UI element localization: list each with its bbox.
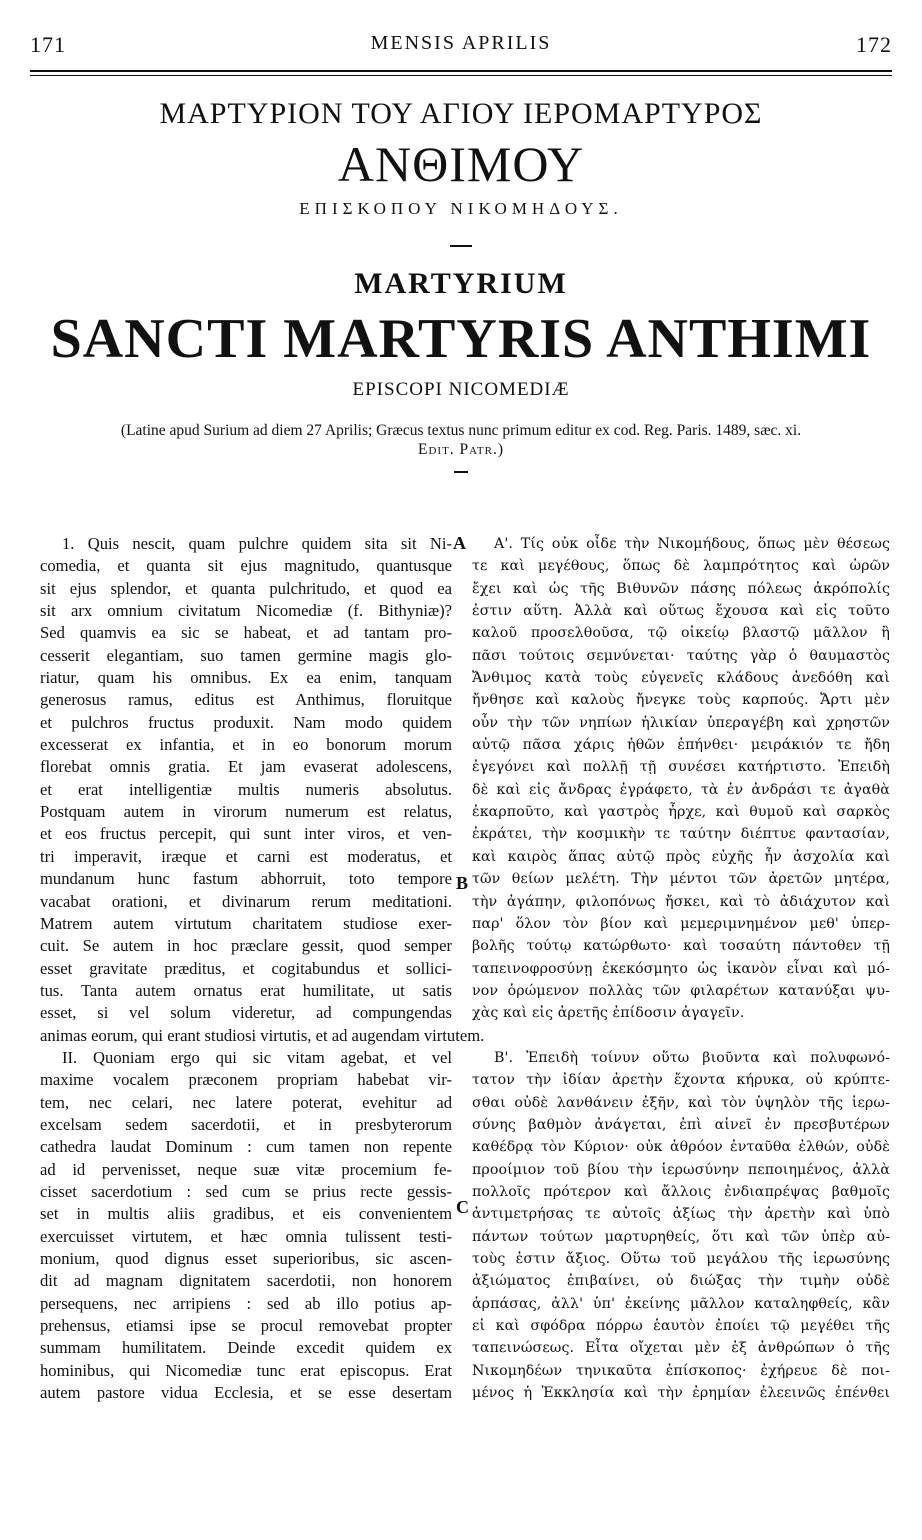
latin-line: animas eorum, qui erant studiosi virtutis, et ad augendam virtutem.: [40, 1025, 485, 1045]
latin-line: cesserit elegantiam, suo tamen germine magis glo-: [40, 645, 452, 665]
greek-line: ταπεινώσεως. Εἶτα οἴχεται μὲν ἐξ ἀνθρώπων ὁ τῆς: [472, 1340, 890, 1357]
greek-line: προοίμιον τοῦ βίου τὴν ἱερωσύνην πεποιημένος, ἀλλὰ: [472, 1161, 890, 1178]
latin-line: florebat omnis gratia. Et jam evaserat adolescens,: [40, 757, 452, 777]
page-number-left: 171: [30, 32, 66, 57]
greek-line: [472, 1025, 890, 1047]
latin-line: riatur, quam his omnibus. Ex ea enim, tanquam: [40, 668, 452, 688]
greek-line: οὖν τὴν τῶν νηπίων ἡλικίαν ὑπεραγέβη καὶ χρηστῶν: [472, 714, 890, 731]
greek-line: τατον τὴν ἰδίαν ἀρετὴν ἔχοντα κήρυκα, οὐ κρύπτε-: [472, 1072, 890, 1089]
title-block: [0, 95, 922, 473]
latin-line: ad id pervenisset, neque suæ vitæ procemium fe-: [40, 1159, 452, 1179]
greek-line: ἁρπάσας, ἀλλ' ὑπ' ἐκείνης μᾶλλον καταληφθείς, κἂν: [472, 1295, 890, 1312]
latin-line: dit ad magnam dignitatem sacerdotii, non honorem: [40, 1271, 452, 1291]
latin-line: II. Quoniam ergo qui sic vitam agebat, et vel: [62, 1047, 452, 1067]
margin-letter-b: B: [456, 873, 469, 893]
greek-line: καὶ καιρὸς ἅπας αὐτῷ πρὸς εὐχῆς ἦν ἀσχολία καὶ: [472, 848, 890, 865]
page-number-right: 172: [856, 32, 892, 57]
latin-line: et erat intelligentiæ multis numeris absolutus.: [40, 779, 452, 799]
greek-line: πᾶσι τούτοις σεμνύνεται· ταύτης γὰρ ὁ θαυμαστὸς: [472, 647, 890, 664]
greek-line: ἔχει καὶ ὡς τῆς Βιθυνῶν πάσης πόλεως ἀκρόπολίς: [472, 580, 890, 597]
greek-line: τὴν ἀγάπην, φιλοπόνως ἤσκει, καὶ τὸ ἀδιάχυτον καὶ: [472, 893, 890, 910]
greek-line: αὐτῷ πᾶσα χάρις ἠθῶν ἐπήνθει· μειράκιόν τε ἤδη: [472, 737, 890, 754]
greek-line: Ἄνθιμος κατὰ τοὺς εὐγενεῖς κλάδους ἀνεδόθη καὶ: [472, 670, 890, 687]
greek-line: ἐκαρποῦτο, καὶ γαστρὸς ἦρχε, καὶ θυμοῦ καὶ σαρκὸς: [472, 804, 890, 821]
latin-line: excelsam sedem sacerdotii, et in presbyterorum: [40, 1114, 452, 1134]
greek-line: ἀντιμετρήσας τε αὐτοῖς ἀξίως τὴν ἀρετὴν καὶ ὑπὸ: [472, 1206, 890, 1223]
latin-line: mundanum hunc fastum abhorruit, toto tempore: [40, 869, 452, 889]
latin-line: esset gravitate præditus, et cogitabundus et sollici-: [40, 958, 452, 978]
greek-line: καθέδρᾳ τὸν Κύριον· οὐκ ἀθρόον ἐνταῦθα ἐλθών, οὐδὲ: [472, 1139, 890, 1156]
greek-line: ἐγεγόνει καὶ πολλῇ τῇ συνέσει κατήρτιστο. Ἐπειδὴ: [472, 759, 890, 776]
latin-main-title: SANCTI MARTYRIS ANTHIMI: [50, 308, 872, 370]
latin-line: set in multis aliis gradibus, et eis convenientem: [40, 1204, 452, 1224]
latin-line: cisset sacerdotium : sed cum se prius recte gessis-: [40, 1181, 452, 1201]
greek-line: μένος ἡ Ἐκκλησία καὶ τὴν ἐρημίαν ἐλεεινῶς ἐπένθει: [472, 1385, 890, 1402]
header-rule-thin: [30, 75, 892, 76]
edition-note-line-2: Edit. Patr.): [418, 441, 504, 458]
latin-line: autem pastore vidua Ecclesia, et se esse desertam: [40, 1383, 452, 1403]
latin-subtitle: EPISCOPI NICOMEDIÆ: [352, 379, 570, 400]
greek-line: σύνης βαθμὸν ἀνάγεται, ἐπὶ αἰνεῖ ἐν πρεσβυτέρων: [472, 1116, 890, 1133]
running-title: MENSIS APRILIS: [370, 32, 552, 54]
latin-line: comedia, et quanta sit ejus magnitudo, quantusque: [40, 556, 452, 576]
latin-line: sit arx omnium civitatum Nicomediæ (f. Bithyniæ)?: [40, 601, 452, 621]
latin-line: Sed quamvis ea sic se habeat, et ad tantam pro-: [40, 623, 452, 643]
greek-line: εἰ καὶ σφόδρα πόρρω ἑαυτὸν ἐποίει τῷ μεγέθει τῆς: [472, 1318, 890, 1335]
latin-line: tri imperavit, iræque et carni est moderatus, et: [40, 846, 452, 866]
greek-line: νον ὁρώμενον πολλὰς τῶν φιλαρέτων κατανύξαι ψυ-: [472, 982, 890, 999]
greek-line: τῶν θείων μελέτη. Τὴν μέντοι τῶν ἀρετῶν μητέρα,: [472, 871, 890, 888]
running-header: [22, 22, 900, 57]
greek-line: ταπεινοφροσύνῃ ἐκεκόσμητο ὡς ἱκανὸν εἶναι καὶ μό-: [472, 960, 890, 977]
section-divider: [454, 471, 468, 473]
greek-line: Νικομηδέων τηνικαῦτα ἐπίσκοπος· ἐχήρευε δὲ ποι-: [472, 1362, 890, 1379]
latin-line: et eos fructus percepit, qui sunt inter viros, et ven-: [40, 824, 452, 844]
latin-title: MARTYRIUM: [354, 267, 568, 300]
latin-line: cathedra laudat Dominum : cum tamen non repente: [40, 1137, 452, 1157]
edition-note: [40, 421, 882, 459]
title-divider: [450, 245, 472, 247]
greek-text-column: [472, 533, 890, 1404]
latin-text-column: [40, 533, 485, 1404]
greek-line: καλοῦ προσελθοῦσα, τῷ οἰκείῳ βλαστῷ μᾶλλον ἢ: [472, 625, 890, 642]
latin-line: tem, nec celari, nec latere poterat, evehitur ad: [40, 1092, 452, 1112]
greek-line: τε καὶ μεγέθους, ὅπως δὲ λαμπρότητος καὶ ὡρῶν: [472, 558, 890, 575]
greek-line: πάντων τούτων μαρτυρηθείς, ὅτι καὶ τῶν ὑπὲρ αὐ-: [472, 1228, 890, 1245]
latin-line: vacabat orationi, et divinarum rerum meditationi.: [40, 891, 452, 911]
greek-line: βολῆς τούτῳ κατώρθωτο· καὶ τοσαύτη πάντοθεν τῇ: [472, 938, 890, 955]
latin-line: monium, quod dignus esset superioribus, sic ascen-: [40, 1249, 452, 1268]
latin-line: persequens, nec arripiens : sed ab illo potius ap-: [40, 1293, 452, 1313]
margin-letter-a: A: [453, 533, 466, 553]
greek-line: ἤνθησε καὶ καλοὺς ἤνεγκε τοὺς καρπούς. Ἄρτι μὲν: [472, 692, 890, 709]
header-rule: [30, 70, 892, 72]
latin-line: cuit. Se autem in hoc præclare gessit, quod semper: [40, 936, 452, 956]
greek-line: σθαι οὐδὲ λανθάνειν ἐξῆν, καὶ τὸν ὑψηλὸν τῆς ἱερω-: [472, 1094, 890, 1111]
latin-line: et pulchros fructus produxit. Nam modo quidem: [40, 712, 452, 732]
latin-line: Postquam autem in virorum numerum est relatus,: [40, 802, 452, 822]
latin-line: hominibus, qui Nicomediæ tunc erat episcopus. Erat: [40, 1360, 452, 1380]
edition-note-line-1: (Latine apud Surium ad diem 27 Aprilis; Græcus textus nunc primum editur ex cod. Reg. Paris. 1489, sæc. xi.: [120, 422, 802, 439]
latin-line: Matrem autem virtutum charitatem studiose exer-: [40, 913, 452, 933]
greek-line: ἐκράτει, τὴν κοσμικὴν τε ταύτην διέπτυε φαντασίαν,: [472, 826, 890, 843]
greek-line: δὲ καὶ εἰς ἄνδρας ἐγράφετο, τὰ ἐν ἀνδράσι τε ἀγαθὰ: [472, 781, 890, 798]
latin-line: exercuisset virtutem, et hæc omnia tulissent testi-: [40, 1226, 452, 1246]
greek-title: ΜΑΡΤΥΡΙΟΝ ΤΟΥ ΑΓΙΟΥ ΙΕΡΟΜΑΡΤΥΡΟΣ: [159, 97, 763, 130]
latin-line: excesserat ex infantia, et in eo bonorum morum: [40, 735, 452, 755]
margin-letter-c: C: [456, 1197, 469, 1217]
latin-line: summam humilitatem. Deinde excedit quidem ex: [40, 1338, 452, 1358]
latin-line: maxime vocalem præconem propriam habebat vir-: [40, 1070, 452, 1090]
greek-line: ἐστιν αὕτη. Ἀλλὰ καὶ οὕτως ἔχουσα καὶ εἰς τοῦτο: [472, 603, 890, 620]
latin-line: esset, si vel solum videretur, ad compungendas: [40, 1003, 452, 1023]
latin-line: sit ejus splendor, et quanta pulchritudo, et quod ea: [40, 578, 452, 598]
greek-line: τοὺς ἐστιν ἄξιος. Οὕτω τοῦ μεγάλου τῆς ἱερωσύνης: [472, 1251, 890, 1267]
greek-line: Α'. Τίς οὐκ οἶδε τὴν Νικομήδους, ὅπως μὲν θέσεως: [494, 536, 890, 552]
latin-line: tus. Tanta autem ornatus erat humilitate, ut satis: [40, 980, 452, 1000]
latin-line: 1. Quis nescit, quam pulchre quidem sita sit Ni-: [62, 534, 452, 553]
greek-line: πολλοῖς πρότερον καὶ ἄλλοις ἐνδιαπρέψας βαθμοῖς: [472, 1183, 890, 1200]
latin-line: prehensus, etiamsi ipse se procul removebat propter: [40, 1316, 452, 1336]
greek-name: ΑΝΘΙΜΟΥ: [337, 136, 585, 192]
greek-line: ἀξιώματος ἐπιβαίνει, οὐ διώξας τὴν τιμὴν οὐδὲ: [472, 1273, 890, 1290]
greek-subtitle: ΕΠΙΣΚΟΠΟΥ ΝΙΚΟΜΗΔΟΥΣ.: [299, 199, 623, 218]
greek-line: παρ' ὅλον τὸν βίον καὶ μεμεριμνημένον μεθ' ὑπερ-: [472, 915, 890, 932]
greek-line: Β'. Ἐπειδὴ τοίνυν οὕτω βιοῦντα καὶ πολυφωνό-: [494, 1049, 890, 1066]
latin-line: generosus ramus, editus est Anthimus, floruitque: [40, 690, 452, 710]
greek-line: χὰς καὶ εἰς ἀρετῆς ἐπίδοσιν ἀγαγεῖν.: [472, 1005, 745, 1022]
